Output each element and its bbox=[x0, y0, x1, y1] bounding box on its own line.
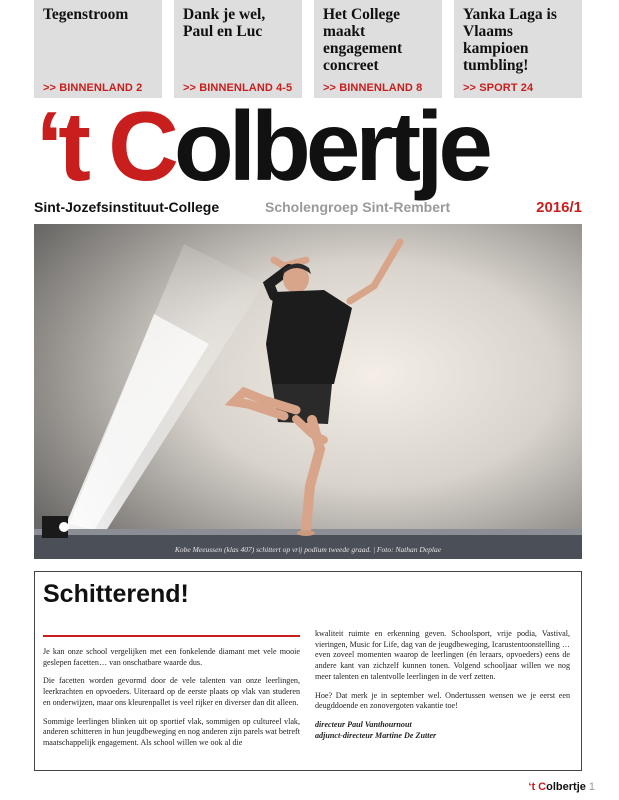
article-paragraph: Sommige leerlingen blinken uit op sportief vlak, sommigen op cultureel vlak, anderen schitteren in hun jeugdbeweging en nog anderen zijn parels wat betreft maatschappelijk engagement. Als school willen we ook al die bbox=[43, 716, 300, 747]
signature-director: directeur Paul Vanthournout bbox=[315, 719, 412, 729]
logo-rest: olbertje bbox=[173, 91, 488, 201]
headline-divider bbox=[43, 635, 300, 637]
logo-prefix: ‘t C bbox=[36, 91, 174, 201]
issue-number: 2016/1 bbox=[536, 199, 582, 216]
cover-photo bbox=[34, 224, 582, 559]
teaser-title: Het College maakt engagement concreet bbox=[323, 6, 403, 74]
photo-caption: Kobe Meeussen (klas 407) schittert op vrij podium tweede graad. | Foto: Nathan Deplae bbox=[174, 545, 442, 554]
article-headline: Schitterend! bbox=[43, 580, 189, 608]
article-column-2 bbox=[315, 629, 570, 741]
article-paragraph: Je kan onze school vergelijken met een fonkelende diamant met vele mooie geslepen facetten… van onschatbare waarde dus. bbox=[43, 647, 300, 667]
teaser-card[interactable] bbox=[34, 0, 162, 98]
school-group: Scholengroep Sint-Rembert bbox=[265, 199, 451, 215]
teaser-title: Dank je wel, Paul en Luc bbox=[183, 6, 266, 40]
teaser-bar bbox=[34, 0, 582, 98]
teaser-page-ref[interactable]: >> BINNENLAND 2 bbox=[43, 82, 143, 94]
teaser-title: Yanka Laga is Vlaams kampioen tumbling! bbox=[463, 6, 557, 74]
newspaper-logo bbox=[36, 91, 488, 201]
page-footer bbox=[528, 781, 595, 793]
teaser-card[interactable] bbox=[454, 0, 582, 98]
teaser-page-ref[interactable]: >> BINNENLAND 4-5 bbox=[183, 82, 293, 94]
article-paragraph: Hoe? Dat merk je in september wel. Ondertussen wensen we je eerst een deugddoende en zonovergoten vakantie toe! bbox=[315, 690, 570, 711]
article-paragraph: kwaliteit ruimte en erkenning geven. Schoolsport, vrije podia, Vastival, vieringen, Music for Life, dag van de jeugdbeweging, Icarustentoonstelling … even zoveel momenten waarop de leerlingen (én leraars, opvoeders) eens de andere kant van zichzelf kunnen tonen. Volgend schooljaar willen we nog meer talenten en talentvolle leerlingen in de verf zetten. bbox=[315, 629, 570, 681]
signature-deputy-director: adjunct-directeur Martine De Zutter bbox=[315, 730, 437, 740]
teaser-page-ref[interactable]: >> BINNENLAND 8 bbox=[323, 82, 423, 94]
teaser-card[interactable] bbox=[314, 0, 442, 98]
teaser-card[interactable] bbox=[174, 0, 302, 98]
article-column-1 bbox=[43, 647, 300, 757]
teaser-title: Tegenstroom bbox=[43, 6, 129, 23]
footer-logo-prefix: ‘t C bbox=[528, 781, 547, 793]
page-number: 1 bbox=[588, 781, 595, 793]
school-name: Sint-Jozefsinstituut-College bbox=[34, 199, 220, 215]
teaser-page-ref[interactable]: >> SPORT 24 bbox=[463, 82, 534, 94]
masthead bbox=[34, 91, 582, 222]
footer-logo-rest: olbertje bbox=[546, 781, 586, 793]
editorial-article bbox=[34, 571, 582, 771]
dancer-photo-illustration bbox=[34, 224, 582, 559]
masthead-subline bbox=[34, 197, 582, 217]
article-paragraph: Die facetten worden gevormd door de vele talenten van onze leerlingen, leerkrachten en opvoeders. Uiteraard op de eerste plaats op vlak van studeren en onderwijzen, maar ons kleurenpallet is veel rijker en diverser dan dit alleen. bbox=[43, 676, 300, 707]
